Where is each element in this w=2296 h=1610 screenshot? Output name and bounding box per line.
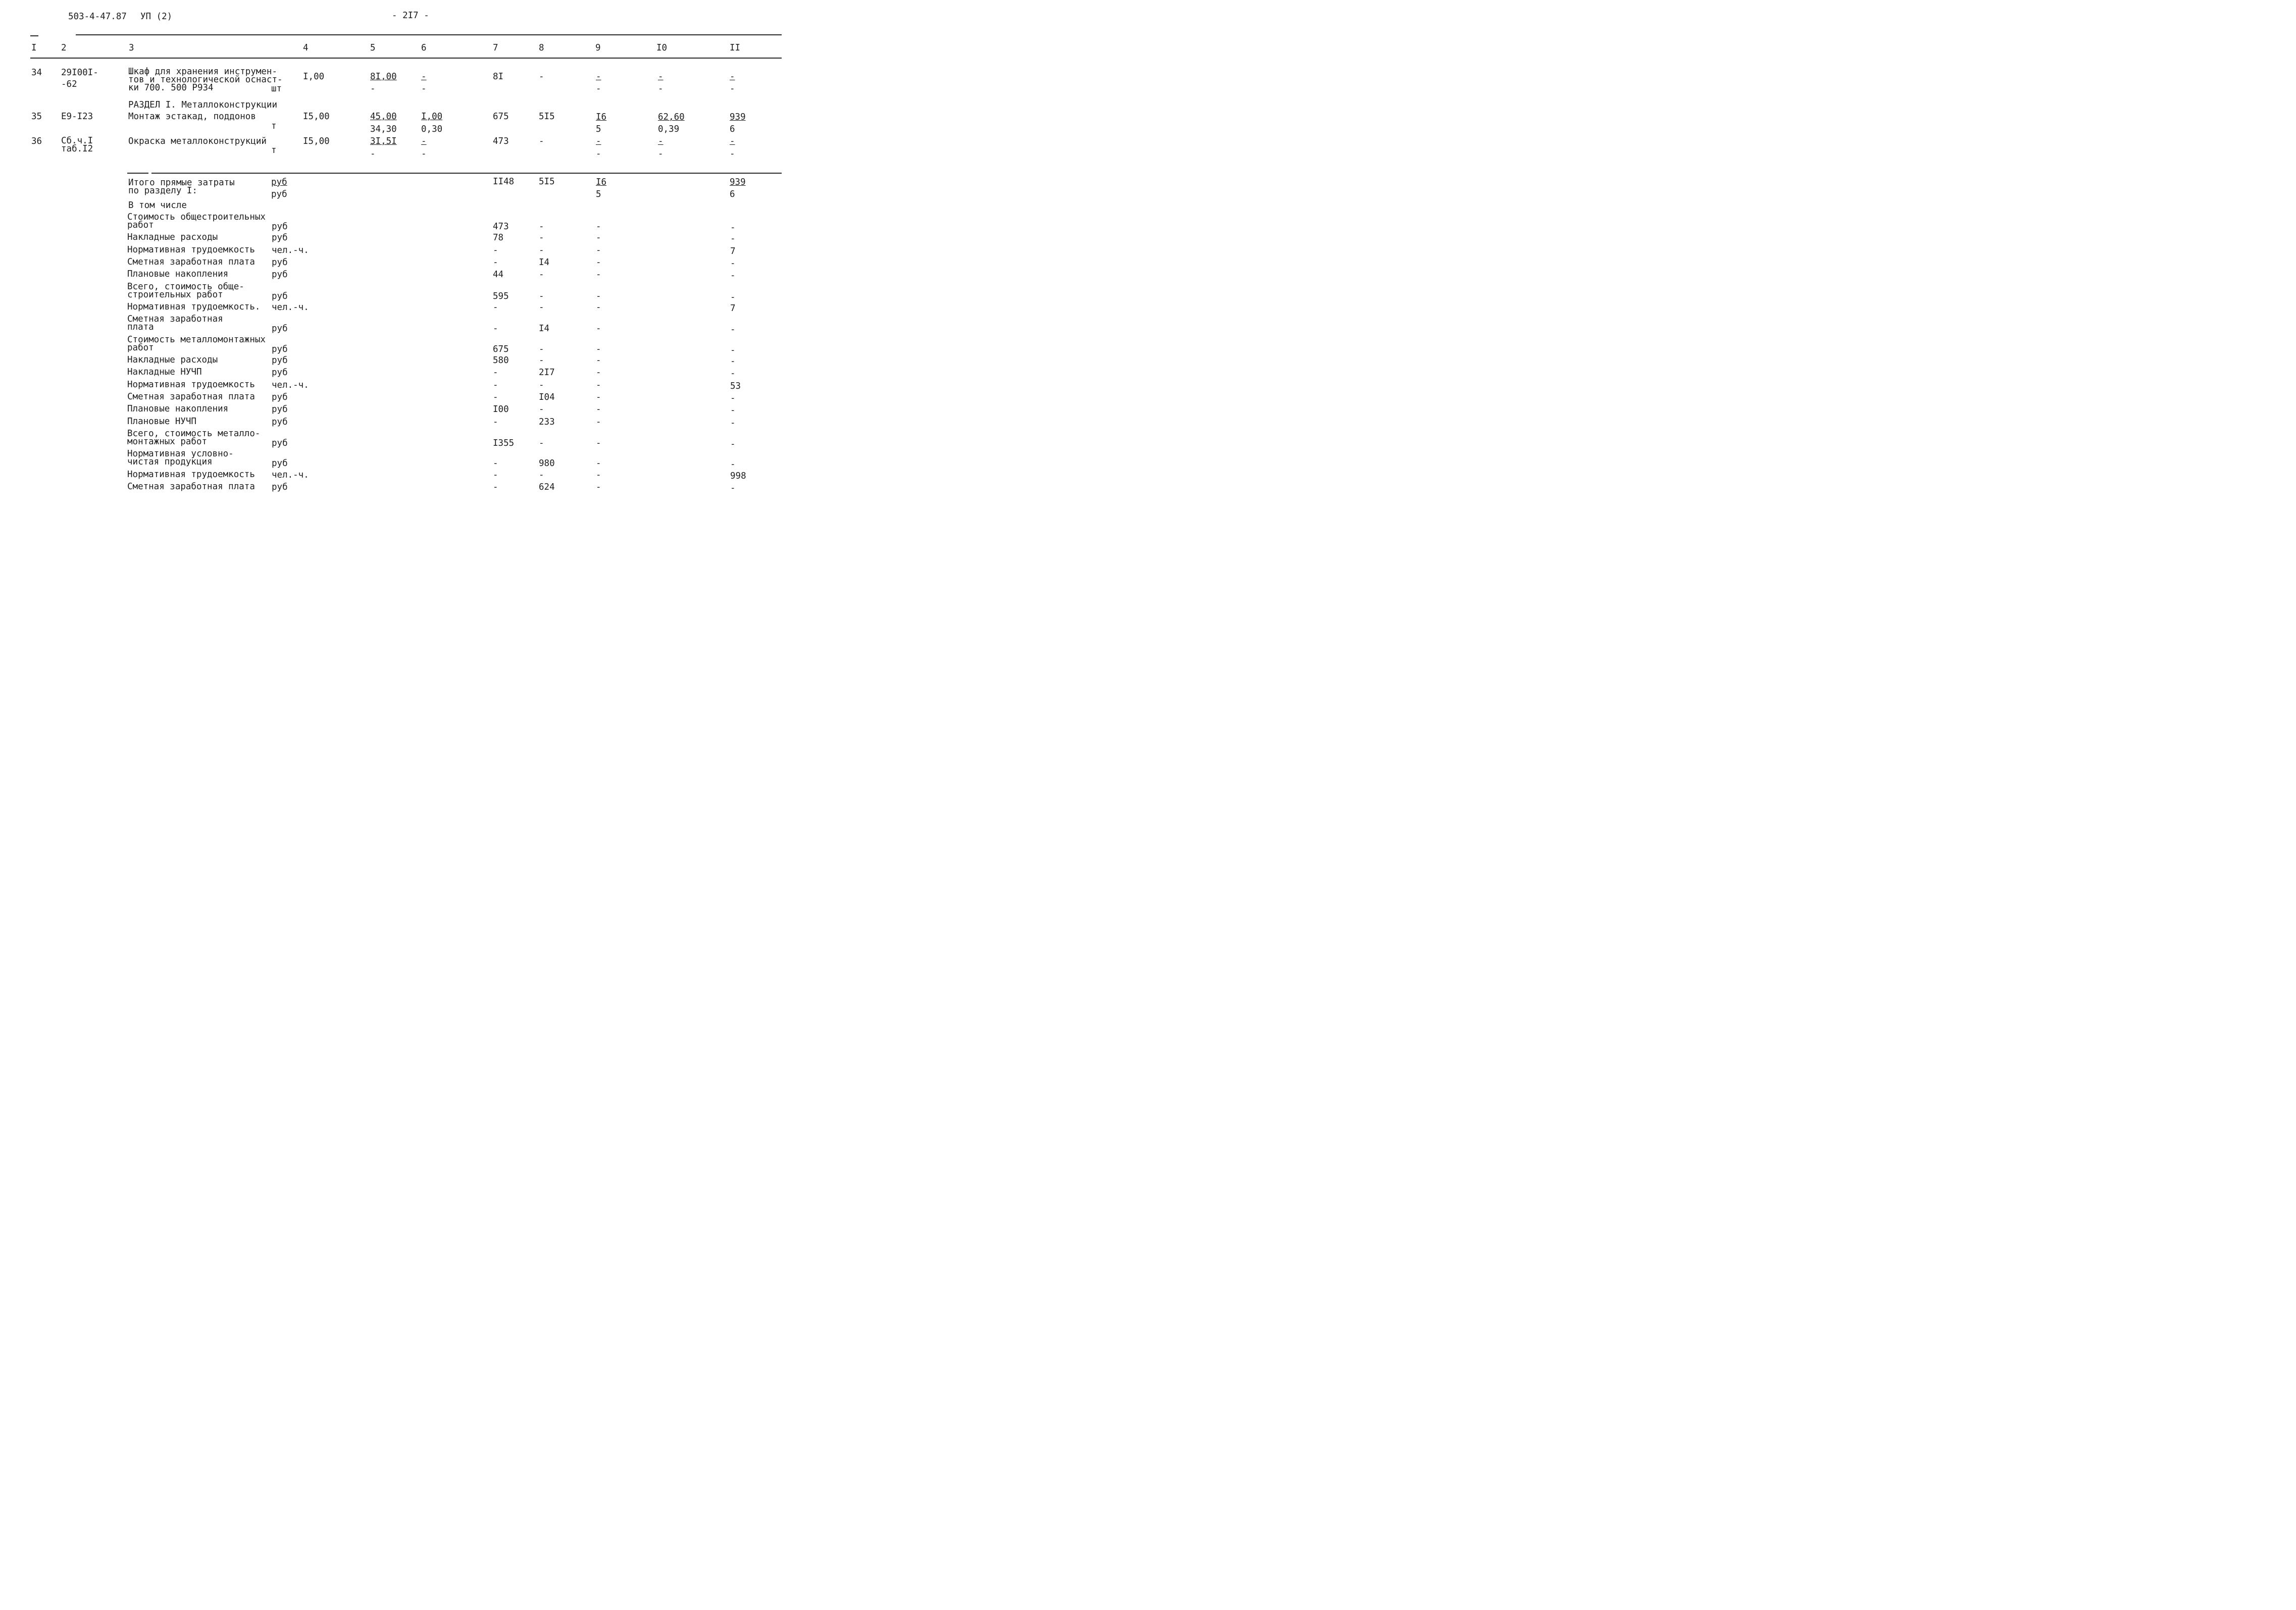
totals-name: по разделу I:	[128, 186, 197, 196]
summary-col7: I00	[493, 404, 509, 415]
summary-col9: -	[596, 270, 601, 280]
summary-col7: 675	[493, 344, 509, 354]
summary-name: Нормативная условно-	[127, 449, 234, 459]
summary-col7: -	[493, 417, 498, 427]
summary-col8: 624	[539, 482, 555, 492]
summary-col11: -	[730, 325, 736, 335]
summary-unit: руб	[272, 324, 288, 334]
summary-unit: руб	[272, 482, 288, 492]
cell-col6-top: I,00	[421, 112, 443, 122]
summary-name: Накладные расходы	[127, 355, 218, 366]
summary-unit: чел.-ч.	[272, 302, 309, 313]
summary-col9: -	[596, 482, 601, 492]
doc-number: 503-4-47.87	[68, 12, 127, 22]
column-header: 5	[370, 43, 376, 53]
totals-rule	[151, 173, 782, 174]
cell-col6-bottom: -	[421, 84, 427, 94]
row-quantity: I,00	[303, 72, 325, 82]
summary-col8: -	[539, 380, 544, 390]
summary-col9: -	[596, 245, 601, 255]
cell-col11-top: -	[730, 72, 735, 82]
row-quantity: I5,00	[303, 136, 330, 146]
summary-name: Стоимость металломонтажных	[127, 334, 266, 345]
summary-unit: чел.-ч.	[272, 245, 309, 255]
totals-col11-top: 939	[730, 177, 746, 187]
summary-name: плата	[127, 322, 154, 333]
cell-col7: 473	[493, 136, 509, 146]
summary-name: Стоимость общестроительных	[127, 212, 266, 222]
summary-col11: -	[730, 439, 736, 449]
summary-col8: -	[539, 355, 544, 366]
cell-col11-top: -	[730, 136, 735, 146]
summary-col11: -	[730, 234, 736, 244]
totals-unit: руб	[271, 189, 287, 199]
summary-unit: руб	[272, 392, 288, 402]
row-code: Е9-I23	[61, 112, 93, 122]
cell-col5-bottom: 34,30	[370, 124, 397, 134]
summary-col8: -	[539, 404, 544, 415]
totals-name: Итого прямые затраты	[128, 178, 235, 188]
summary-name: чистая продукция	[127, 457, 213, 468]
summary-col8: -	[539, 302, 544, 313]
summary-col8: -	[539, 438, 544, 448]
cell-col5-top: 8I,00	[370, 72, 397, 82]
cell-col11-bottom: -	[730, 84, 735, 94]
summary-col11: -	[730, 369, 736, 379]
summary-col11: -	[730, 356, 736, 367]
summary-col11: -	[730, 223, 736, 233]
summary-unit: руб	[272, 270, 288, 280]
cell-col10-top: 62,60	[658, 112, 685, 122]
cell-col6-top: -	[421, 72, 427, 82]
summary-name: строительных работ	[127, 289, 223, 300]
summary-col9: -	[596, 392, 601, 402]
summary-unit: руб	[272, 368, 288, 378]
cell-col8: -	[539, 72, 544, 82]
cell-col5-bottom: -	[370, 149, 376, 159]
summary-col9: -	[596, 302, 601, 313]
summary-col9: -	[596, 344, 601, 354]
summary-col7: -	[493, 470, 498, 480]
totals-col9-bottom: 5	[596, 189, 601, 199]
summary-unit: руб	[272, 355, 288, 366]
cell-col9-bottom: -	[596, 84, 601, 94]
row-number: 36	[31, 136, 42, 146]
summary-col11: -	[730, 345, 736, 355]
cell-col8: -	[539, 136, 544, 146]
totals-col9-top: I6	[596, 177, 607, 187]
row-code: 29I00I-	[61, 68, 98, 78]
totals-col7: II48	[493, 177, 515, 187]
summary-name: Сметная заработная плата	[127, 257, 255, 267]
summary-col11: -	[730, 393, 736, 403]
header-rule-bottom	[30, 58, 782, 59]
cell-col9-top: -	[596, 136, 601, 146]
cell-col6-top: -	[421, 136, 427, 146]
summary-col7: 580	[493, 355, 509, 366]
column-header: I0	[656, 43, 668, 53]
summary-name: Плановые НУЧП	[127, 416, 196, 427]
summary-col11: -	[730, 405, 736, 416]
summary-col8: I04	[539, 392, 555, 402]
row-code: Сб.ч.I	[61, 136, 93, 146]
summary-col9: -	[596, 257, 601, 268]
summary-col11: -	[730, 418, 736, 428]
row-number: 35	[31, 112, 42, 122]
cell-col11-bottom: -	[730, 149, 735, 159]
column-header: I	[31, 43, 37, 53]
summary-col9: -	[596, 291, 601, 301]
cell-col6-bottom: -	[421, 149, 427, 159]
summary-unit: руб	[272, 291, 288, 301]
summary-col8: I4	[539, 257, 550, 268]
summary-col7: 78	[493, 233, 504, 243]
header-rule-top	[76, 34, 782, 35]
totals-col11-bottom: 6	[730, 189, 735, 199]
summary-name: Нормативная трудоемкость.	[127, 302, 261, 312]
column-header: 7	[493, 43, 498, 53]
summary-col11: 7	[730, 246, 736, 256]
summary-col7: 44	[493, 270, 504, 280]
cell-col7: 8I	[493, 72, 504, 82]
summary-name: Нормативная трудоемкость	[127, 379, 255, 390]
summary-unit: руб	[272, 438, 288, 448]
summary-name: Нормативная трудоемкость	[127, 469, 255, 480]
summary-name: работ	[127, 342, 154, 353]
row-name: ки 700. 500 Р934	[128, 83, 214, 93]
column-header: 3	[129, 43, 134, 53]
summary-col7: -	[493, 368, 498, 378]
cell-col9-bottom: -	[596, 149, 601, 159]
summary-col8: -	[539, 291, 544, 301]
summary-col8: -	[539, 470, 544, 480]
cell-col8: 5I5	[539, 112, 555, 122]
summary-col8: -	[539, 344, 544, 354]
summary-name: Сметная заработная плата	[127, 482, 255, 492]
summary-col9: -	[596, 324, 601, 334]
cell-col9-top: I6	[596, 112, 607, 122]
summary-col9: -	[596, 380, 601, 390]
summary-unit: чел.-ч.	[272, 470, 309, 480]
row-name: Шкаф для хранения инструмен-	[128, 67, 278, 77]
summary-col7: -	[493, 482, 498, 492]
summary-col9: -	[596, 222, 601, 232]
summary-col7: -	[493, 392, 498, 402]
summary-col9: -	[596, 470, 601, 480]
summary-unit: руб	[272, 417, 288, 427]
section-title: РАЗДЕЛ I. Металлоконструкции	[128, 100, 278, 110]
cell-col6-bottom: 0,30	[421, 124, 443, 134]
row-unit: т	[271, 121, 277, 131]
cell-col5-top: 45,00	[370, 112, 397, 122]
summary-name: монтажных работ	[127, 436, 208, 447]
summary-col8: 2I7	[539, 368, 555, 378]
summary-col8: 980	[539, 458, 555, 469]
summary-col7: -	[493, 458, 498, 469]
summary-col9: -	[596, 355, 601, 366]
summary-col8: 233	[539, 417, 555, 427]
summary-unit: руб	[272, 344, 288, 354]
column-header: 4	[303, 43, 309, 53]
column-header: II	[730, 43, 741, 53]
cell-col5-bottom: -	[370, 84, 376, 94]
cell-col10-bottom: 0,39	[658, 124, 680, 134]
summary-name: Сметная заработная плата	[127, 392, 255, 402]
cell-col5-top: 3I,5I	[370, 136, 397, 146]
summary-name: Нормативная трудоемкость	[127, 244, 255, 255]
summary-col7: 595	[493, 291, 509, 301]
cell-col10-top: -	[658, 136, 664, 146]
summary-col11: -	[730, 271, 736, 281]
header-rule-short	[30, 35, 38, 36]
summary-col9: -	[596, 404, 601, 415]
summary-col11: -	[730, 258, 736, 269]
row-name: Окраска металлоконструкций	[128, 136, 267, 146]
cell-col10-bottom: -	[658, 84, 664, 94]
cell-col11-bottom: 6	[730, 124, 735, 134]
summary-col11: 998	[730, 471, 746, 481]
cell-col9-top: -	[596, 72, 601, 82]
summary-name: Всего, стоимость обще-	[127, 281, 244, 292]
summary-col11: 53	[730, 381, 741, 391]
column-header: 9	[595, 43, 601, 53]
column-header: 8	[539, 43, 544, 53]
summary-col9: -	[596, 438, 601, 448]
summary-name: Всего, стоимость металло-	[127, 428, 261, 439]
summary-col11: -	[730, 483, 736, 493]
summary-unit: руб	[272, 404, 288, 415]
cell-col10-bottom: -	[658, 149, 664, 159]
summary-name: Сметная заработная	[127, 314, 223, 325]
row-quantity: I5,00	[303, 112, 330, 122]
summary-col11: 7	[730, 303, 736, 314]
column-header: 2	[61, 43, 67, 53]
summary-col9: -	[596, 233, 601, 243]
summary-col9: -	[596, 417, 601, 427]
summary-col7: -	[493, 324, 498, 334]
summary-col11: -	[730, 292, 736, 302]
summary-col7: -	[493, 380, 498, 390]
row-unit: шт	[271, 84, 282, 94]
totals-col8: 5I5	[539, 177, 555, 187]
summary-col9: -	[596, 368, 601, 378]
summary-col11: -	[730, 459, 736, 470]
row-number: 34	[31, 68, 42, 78]
summary-name: Плановые накопления	[127, 404, 229, 414]
row-code: таб.I2	[61, 144, 93, 154]
summary-unit: руб	[272, 257, 288, 268]
summary-col8: -	[539, 270, 544, 280]
summary-unit: руб	[272, 458, 288, 469]
page-number: - 2I7 -	[392, 11, 429, 21]
summary-name: работ	[127, 220, 154, 230]
summary-col8: -	[539, 222, 544, 232]
summary-col7: 473	[493, 222, 509, 232]
cell-col11-top: 939	[730, 112, 746, 122]
totals-rule-short	[127, 173, 148, 174]
summary-col7: I355	[493, 438, 515, 448]
cell-col9-bottom: 5	[596, 124, 601, 134]
summary-col7: -	[493, 245, 498, 255]
summary-name: Плановые накопления	[127, 269, 229, 280]
summary-col8: -	[539, 245, 544, 255]
summary-col8: -	[539, 233, 544, 243]
summary-col8: I4	[539, 324, 550, 334]
totals-unit: руб	[271, 177, 287, 187]
row-name: тов и технологической оснаст-	[128, 75, 283, 85]
in-that-number-label: В том числе	[128, 200, 187, 211]
summary-name: Накладные НУЧП	[127, 367, 202, 378]
summary-name: Накладные расходы	[127, 232, 218, 243]
row-name: Монтаж эстакад, поддонов	[128, 112, 256, 122]
album-label: УП (2)	[140, 12, 173, 22]
summary-unit: руб	[272, 222, 288, 232]
summary-unit: чел.-ч.	[272, 380, 309, 390]
column-header: 6	[421, 43, 427, 53]
summary-col7: -	[493, 302, 498, 313]
row-unit: т	[271, 145, 277, 155]
summary-col9: -	[596, 458, 601, 469]
summary-unit: руб	[272, 233, 288, 243]
cell-col7: 675	[493, 112, 509, 122]
summary-col7: -	[493, 257, 498, 268]
row-code: -62	[61, 79, 77, 89]
cell-col10-top: -	[658, 72, 664, 82]
